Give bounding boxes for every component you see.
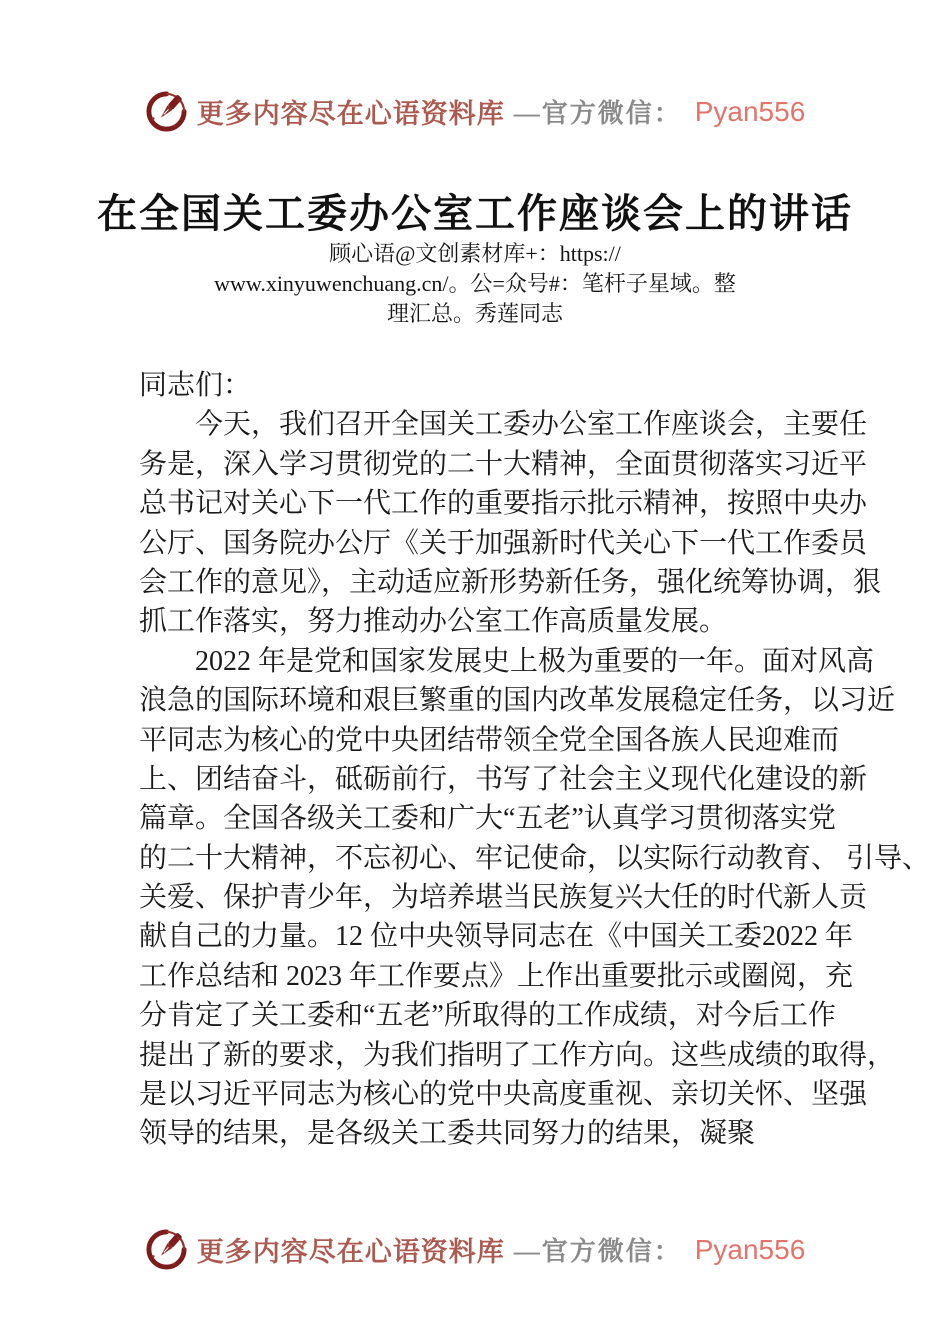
body-line: 的二十大精神，不忘初心、牢记使命，以实际行动教育、 引导、: [139, 842, 931, 874]
body-line: 平同志为核心的党中央团结带领全党全国各族人民迎难而: [139, 724, 840, 756]
subtitle-line: 理汇总。秀莲同志: [386, 301, 563, 326]
footer-brand-text: 更多内容尽在心语资料库: [196, 1237, 505, 1267]
body-line: 今天，我们召开全国关工委办公室工作座谈会，主要任: [139, 409, 868, 441]
footer-brand: [0, 1228, 950, 1271]
body-line: 2022 年是党和国家发展史上极为重要的一年。面对风高: [139, 645, 875, 677]
body-line: 关爱、保护青少年，为培养堪当民族复兴大任的时代新人贡: [139, 882, 868, 914]
body-line: 上、团结奋斗，砥砺前行，书写了社会主义现代化建设的新: [139, 763, 868, 795]
body-line: 提出了新的要求，为我们指明了工作方向。这些成绩的取得，: [139, 1039, 896, 1071]
body-line: 献自己的力量。12 位中央领导同志在《中国关工委2022 年: [139, 921, 854, 953]
document-subtitle: [0, 239, 950, 329]
body-line: 领导的结果，是各级关工委共同努力的结果，凝聚: [139, 1118, 756, 1150]
subtitle-line: 顾心语@文创素材库+：https://: [329, 241, 621, 266]
salutation-line: 同志们：: [139, 370, 252, 401]
document-body: [139, 366, 931, 1154]
body-line: 会工作的意见》，主动适应新形势新任务，强化统筹协调，狠: [139, 566, 882, 598]
body-line: 浪急的国际环境和艰巨繁重的国内改革发展稳定任务，以习近: [139, 685, 896, 717]
body-line: 工作总结和 2023 年工作要点》上作出重要批示或圈阅，充: [139, 960, 854, 992]
header-brand: [0, 90, 950, 133]
footer-channel-label: —官方微信：: [513, 1237, 682, 1266]
header-brand-text: 更多内容尽在心语资料库: [196, 99, 505, 129]
pen-logo-icon: [145, 90, 188, 133]
body-line: 总书记对关心下一代工作的重要指示批示精神，按照中央办: [139, 488, 868, 520]
footer-wechat-id: Pyan556: [694, 1233, 806, 1265]
body-line: 抓工作落实，努力推动办公室工作高质量发展。: [139, 606, 728, 638]
body-line: 分肯定了关工委和“五老”所取得的工作成绩，对今后工作: [139, 1000, 836, 1032]
header-wechat-id: Pyan556: [694, 95, 806, 127]
body-line: 是以习近平同志为核心的党中央高度重视、亲切关怀、坚强: [139, 1079, 868, 1111]
body-line: 篇章。全国各级关工委和广大“五老”认真学习贯彻落实党: [139, 803, 836, 835]
document-title: 在全国关工委办公室工作座谈会上的讲话: [97, 191, 853, 236]
body-line: 公厅、国务院办公厅《关于加强新时代关心下一代工作委员: [139, 527, 868, 559]
subtitle-line: www.xinyuwenchuang.cn/。公=众号#：笔杆子星域。整: [214, 271, 736, 296]
body-line: 务是，深入学习贯彻党的二十大精神，全面贯彻落实习近平: [139, 448, 868, 480]
header-channel-label: —官方微信：: [513, 99, 682, 128]
pen-logo-icon: [145, 1228, 188, 1271]
